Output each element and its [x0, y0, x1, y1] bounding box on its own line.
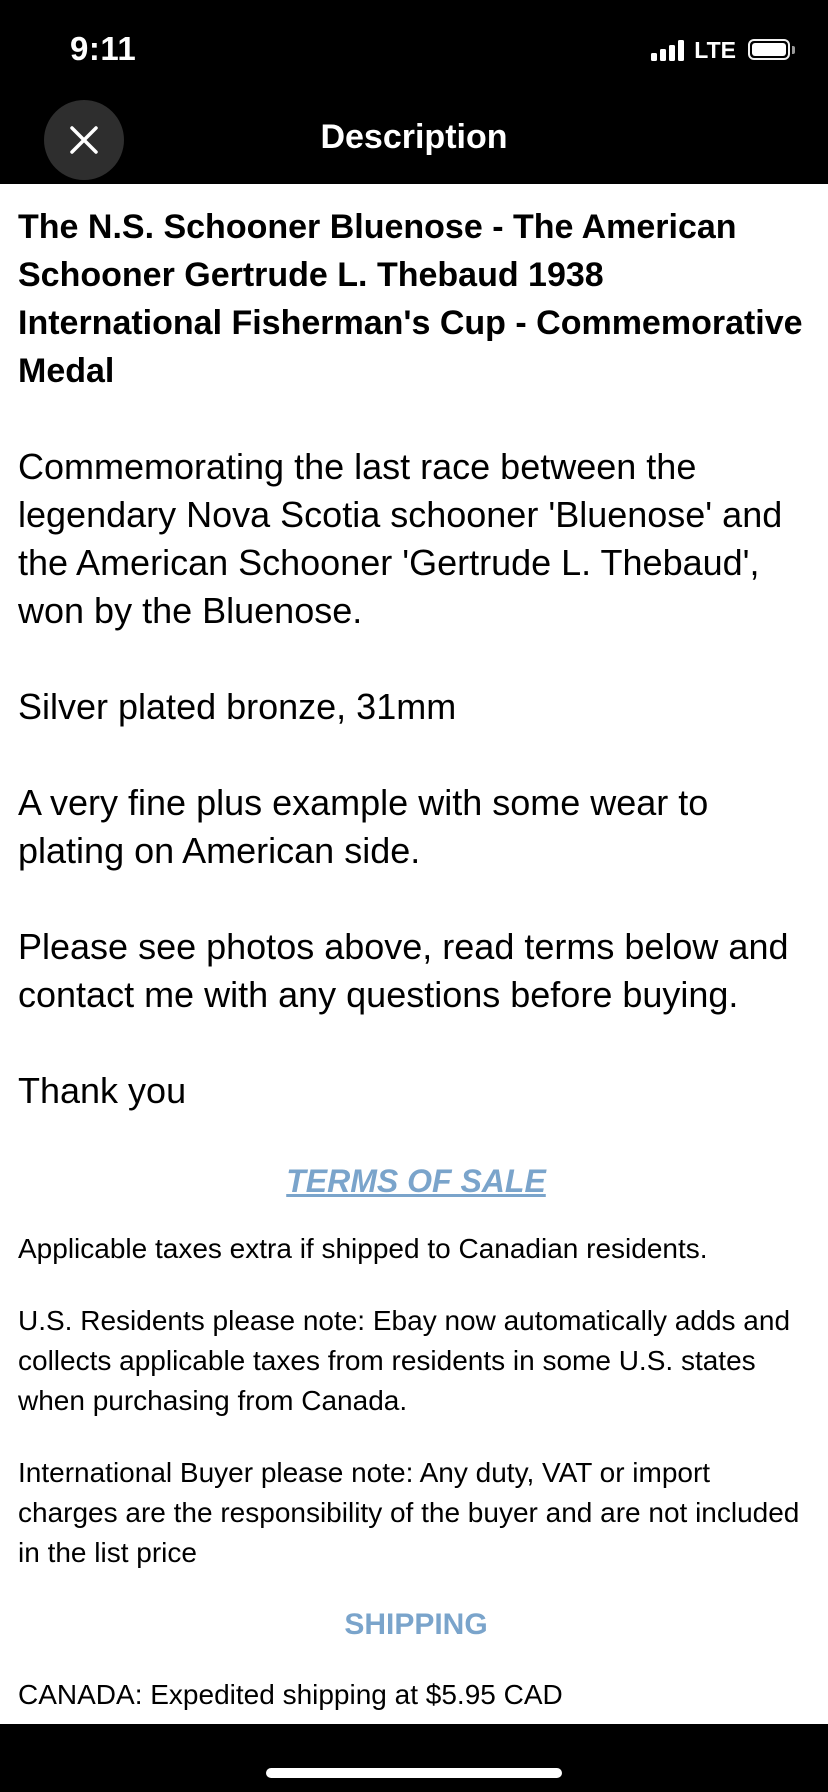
shipping-heading: SHIPPING — [344, 1608, 488, 1641]
page-title: Description — [320, 118, 508, 156]
terms-item: Applicable taxes extra if shipped to Canadian residents. — [18, 1233, 708, 1264]
battery-icon — [748, 39, 796, 62]
item-title: The N.S. Schooner Bluenose - The American Schooner Gertrude L. Thebaud 1938 International Fisherman's Cup - Commemorative Medal — [18, 208, 803, 390]
status-indicators — [651, 36, 796, 64]
description-paragraph: A very fine plus example with some wear to plating on American side. — [18, 782, 709, 871]
description-paragraph: Silver plated bronze, 31mm — [18, 686, 457, 727]
description-paragraph: Please see photos above, read terms below and contact me with any questions before buying. — [18, 926, 789, 1015]
terms-of-sale-link[interactable]: TERMS OF SALE — [286, 1163, 546, 1199]
signal-bars-icon — [651, 39, 684, 61]
terms-item: U.S. Residents please note: Ebay now automatically adds and collects applicable taxes from residents in some U.S. states when purchasing from Canada. — [18, 1305, 791, 1416]
terms-item: International Buyer please note: Any duty, VAT or import charges are the responsibility of the buyer and are not included in the list price — [18, 1457, 800, 1568]
description-paragraph: Thank you — [18, 1070, 187, 1111]
home-bar — [0, 1724, 828, 1792]
network-type-label: LTE — [694, 36, 736, 63]
status-time: 9:11 — [70, 30, 137, 67]
home-indicator[interactable] — [266, 1768, 562, 1778]
shipping-item: CANADA: Expedited shipping at $5.95 CAD — [18, 1679, 563, 1710]
description-content[interactable] — [18, 184, 814, 1724]
status-bar — [0, 0, 828, 90]
description-paragraph: Commemorating the last race between the legendary Nova Scotia schooner 'Bluenose' and the American Schooner 'Gertrude L. Thebaud', won by the Bluenose. — [18, 446, 783, 631]
nav-bar — [0, 90, 828, 184]
